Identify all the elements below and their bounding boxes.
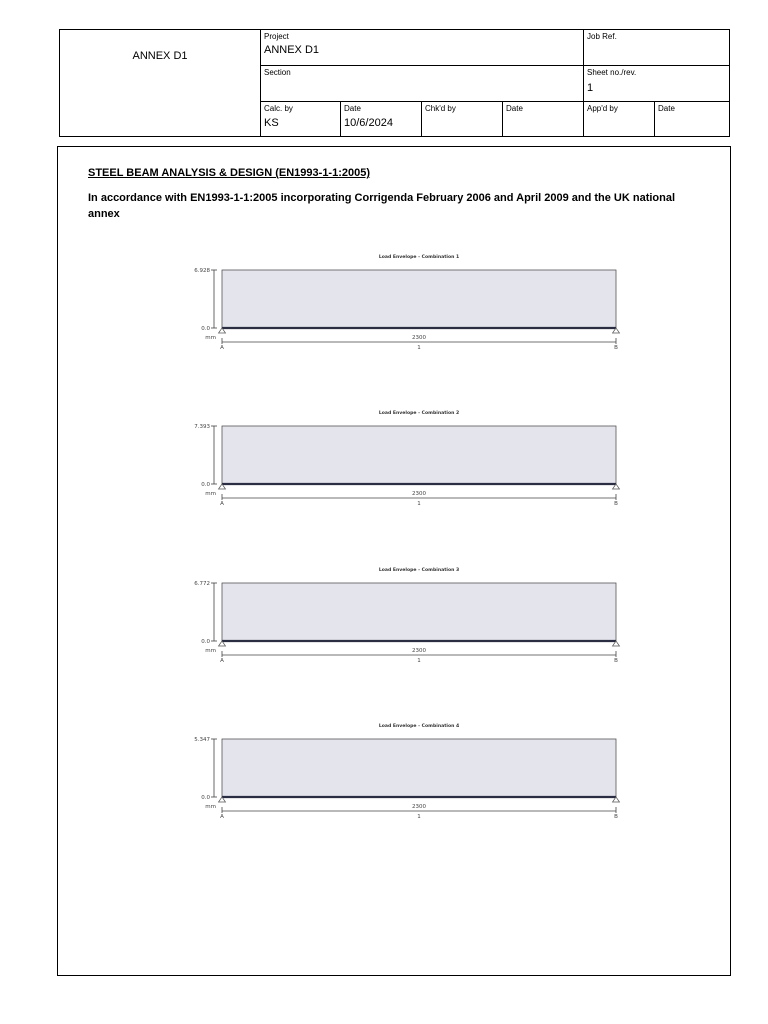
sheet-value: 1 [587,82,594,94]
header-chkdby-cell [422,102,503,136]
load-envelope-diagram-4 [168,719,628,849]
diagram-title: Load Envelope - Combination 3 [378,568,460,573]
header-calcby-cell [261,102,341,136]
envelope-area [222,426,616,484]
support-left-label: A [220,345,224,351]
document-title: STEEL BEAM ANALYSIS & DESIGN (EN1993-1-1:2005) [88,167,371,179]
diagram-title: Load Envelope - Combination 1 [378,255,460,260]
unit-label: mm [205,648,216,654]
header-jobref-cell [584,30,729,66]
header-table [59,29,730,137]
unit-label: mm [205,335,216,341]
load-envelope-diagram-3 [168,563,628,693]
zero-value-label: 0.0 [201,639,210,645]
header-appdby-cell [584,102,655,136]
support-right-label: B [614,658,618,664]
support-right-label: B [614,345,618,351]
span-length-label: 2300 [412,648,426,654]
header-date2-cell [503,102,584,136]
date-value: 10/6/2024 [344,117,393,129]
calcby-label: Calc. by [264,104,293,113]
header-date3-cell [655,102,729,136]
header-date-cell [341,102,422,136]
span-id-label: 1 [417,501,421,507]
header-project-cell [261,30,584,66]
zero-value-label: 0.0 [201,795,210,801]
diagram-title: Load Envelope - Combination 4 [378,724,460,729]
span-id-label: 1 [417,814,421,820]
header-left-cell [60,30,261,136]
support-right-label: B [614,814,618,820]
support-left-label: A [220,658,224,664]
max-value-label: 6.772 [194,581,210,587]
document-subtitle: In accordance with EN1993-1-1:2005 incorporating Corrigenda February 2006 and April 2009 and the UK national annex [88,192,676,220]
zero-value-label: 0.0 [201,482,210,488]
header-sheet-cell [584,66,729,102]
support-right-label: B [614,501,618,507]
envelope-area [222,583,616,641]
load-envelope-svg [168,406,628,536]
envelope-area [222,270,616,328]
max-value-label: 6.928 [194,268,210,274]
chkdby-label: Chk'd by [425,104,456,113]
date2-label: Date [506,104,523,113]
header-section-cell [261,66,584,102]
support-left-label: A [220,814,224,820]
zero-value-label: 0.0 [201,326,210,332]
load-envelope-diagram-2 [168,406,628,536]
span-id-label: 1 [417,345,421,351]
calcby-value: KS [264,117,279,129]
appdby-label: App'd by [587,104,618,113]
max-value-label: 5.347 [194,737,210,743]
section-label: Section [264,68,291,77]
load-envelope-svg [168,719,628,849]
document-frame [57,146,731,976]
envelope-area [222,739,616,797]
span-length-label: 2300 [412,335,426,341]
span-length-label: 2300 [412,491,426,497]
span-id-label: 1 [417,658,421,664]
load-envelope-diagram-1 [168,250,628,380]
unit-label: mm [205,804,216,810]
sheet-label: Sheet no./rev. [587,68,637,77]
header-left-title: ANNEX D1 [132,50,188,62]
diagram-title: Load Envelope - Combination 2 [378,411,460,416]
load-envelope-svg [168,563,628,693]
support-left-label: A [220,501,224,507]
date3-label: Date [658,104,675,113]
jobref-label: Job Ref. [587,32,617,41]
max-value-label: 7.393 [194,424,210,430]
date-label: Date [344,104,361,113]
unit-label: mm [205,491,216,497]
project-label: Project [264,32,289,41]
project-value: ANNEX D1 [264,44,320,56]
span-length-label: 2300 [412,804,426,810]
load-envelope-svg [168,250,628,380]
